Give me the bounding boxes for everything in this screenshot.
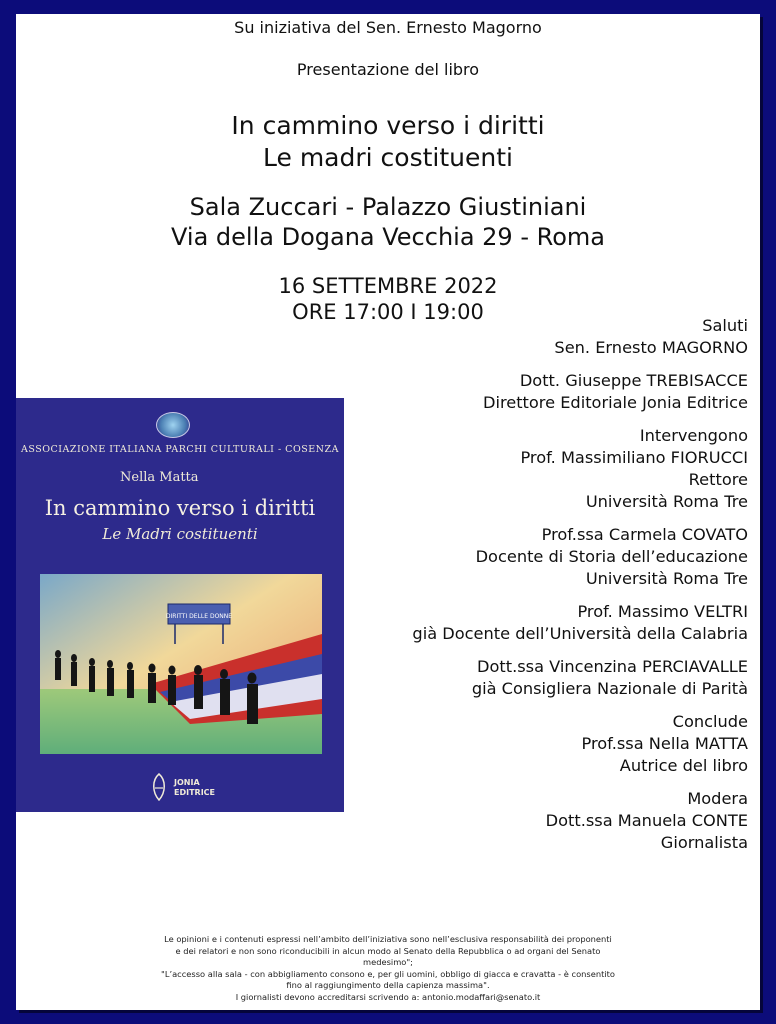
event-time: ORE 17:00 I 19:00	[292, 300, 484, 324]
footer-line: I giornalisti devono accreditarsi scrivendo a: antonio.modaffari@senato.it	[235, 991, 541, 1002]
speaker-line: già Docente dell’Università della Calabria	[412, 624, 748, 643]
speaker-line: Autrice del libro	[619, 756, 748, 775]
speaker-line: Docente di Storia dell’educazione	[475, 547, 748, 566]
footer-line: fino al raggiungimento della capienza massima".	[286, 980, 490, 990]
speaker-line: Università Roma Tre	[585, 492, 748, 511]
speaker-block-conte	[308, 788, 748, 854]
speaker-block-covato	[308, 524, 748, 590]
speaker-list	[308, 315, 748, 865]
disclaimer-footer	[76, 934, 700, 1003]
initiative-line: Su iniziativa del Sen. Ernesto Magorno	[234, 18, 542, 37]
publisher-emblem-icon	[148, 772, 170, 802]
speaker-line: già Consigliera Nazionale di Parità	[471, 679, 748, 698]
speaker-line: Prof. Massimo VELTRI	[577, 602, 748, 621]
speaker-line: Prof. Massimiliano FIORUCCI	[520, 448, 748, 467]
cover-sign-text: DIRITTI DELLE DONNE	[165, 613, 233, 620]
venue-line1: Sala Zuccari - Palazzo Giustiniani	[189, 193, 587, 221]
footer-line: "L’accesso alla sala - con abbigliamento consono e, per gli uomini, obbligo di giacca e cravatta - è consentito	[161, 968, 615, 979]
footer-line: medesimo";	[363, 957, 413, 967]
book-cover-image	[16, 398, 344, 812]
event-title-line2: Le madri costituenti	[263, 143, 513, 172]
speaker-line: Modera	[687, 789, 748, 808]
event-title	[16, 110, 760, 174]
event-venue	[16, 192, 760, 252]
speaker-line: Università Roma Tre	[585, 569, 748, 588]
speaker-line: Prof.ssa Nella MATTA	[581, 734, 748, 753]
speaker-line: Giornalista	[660, 833, 748, 852]
speaker-line: Dott.ssa Manuela CONTE	[545, 811, 748, 830]
publisher-line1: JONIA	[174, 778, 200, 787]
event-date: 16 SETTEMBRE 2022	[278, 274, 498, 298]
speaker-block-perciavalle	[308, 656, 748, 700]
footer-line: Le opinioni e i contenuti espressi nell’ambito dell’iniziativa sono nell’esclusiva responsabilità dei proponenti	[164, 934, 612, 944]
speaker-line: Dott. Giuseppe TREBISACCE	[519, 371, 748, 390]
cover-illustration	[40, 574, 322, 754]
speaker-line: Dott.ssa Vincenzina PERCIAVALLE	[477, 657, 748, 676]
speaker-block-saluti	[308, 315, 748, 359]
speaker-block-trebisacce	[308, 370, 748, 414]
book-author: Nella Matta	[120, 470, 199, 485]
venue-line2: Via della Dogana Vecchia 29 - Roma	[171, 223, 605, 251]
association-seal-icon	[156, 412, 190, 438]
speaker-line: Rettore	[688, 470, 748, 489]
footer-line: e dei relatori e non sono riconducibili in alcun modo al Senato della Repubblica o ad organi del Senato	[175, 945, 601, 956]
speaker-line: Direttore Editoriale Jonia Editrice	[482, 393, 748, 412]
speaker-block-matta	[308, 711, 748, 777]
speaker-line: Conclude	[672, 712, 748, 731]
event-title-line1: In cammino verso i diritti	[231, 111, 545, 140]
flyer-page	[16, 14, 760, 1010]
publisher-logo	[148, 772, 218, 806]
book-subtitle: Le Madri costituenti	[102, 525, 258, 543]
publisher-line2: EDITRICE	[174, 788, 216, 797]
publisher-name	[174, 778, 215, 798]
speaker-line: Intervengono	[639, 426, 748, 445]
speaker-block-veltri	[308, 601, 748, 645]
speaker-line: Sen. Ernesto MAGORNO	[554, 338, 748, 357]
speaker-line: Saluti	[702, 316, 748, 335]
book-association: ASSOCIAZIONE ITALIANA PARCHI CULTURALI - COSENZA	[21, 444, 339, 455]
speaker-line: Prof.ssa Carmela COVATO	[541, 525, 748, 544]
presentation-label: Presentazione del libro	[296, 60, 480, 79]
book-title: In cammino verso i diritti	[44, 496, 316, 520]
speaker-block-fiorucci	[308, 425, 748, 513]
